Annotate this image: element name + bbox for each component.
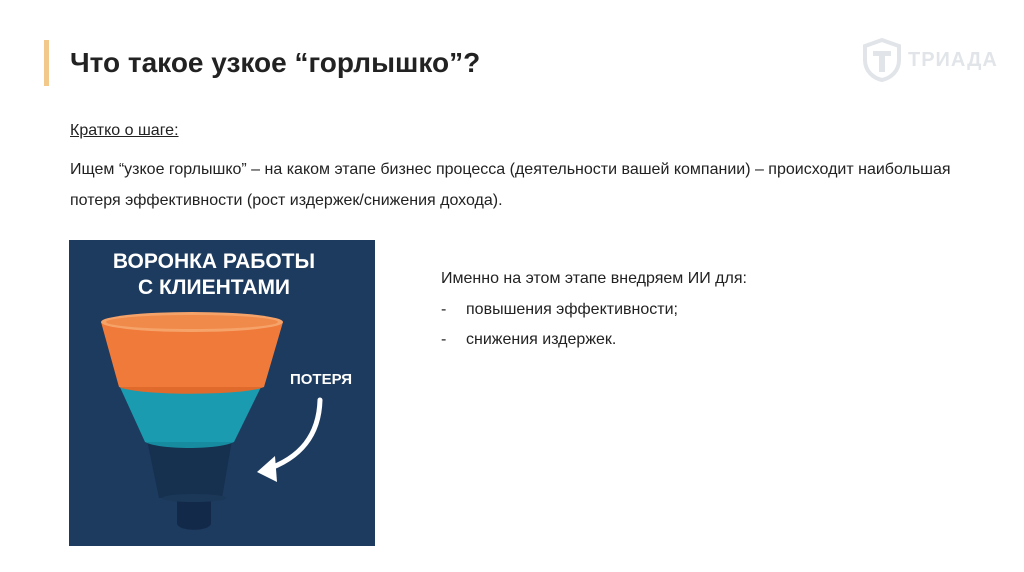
title-accent-bar	[44, 40, 49, 86]
ai-usage-block	[441, 270, 747, 361]
step-description: Ищем “узкое горлышко” – на каком этапе бизнес процесса (деятельности вашей компании) – происходит наибольшая потеря эффективности (рост издержек/снижения дохода).	[70, 161, 951, 209]
bullet-dash: -	[441, 301, 447, 318]
loss-arrow-icon	[257, 400, 320, 482]
funnel-middle-section	[119, 385, 262, 448]
funnel-heading-line1: ВОРОНКА РАБОТЫ	[112, 250, 316, 273]
logo-text: ТРИАДА	[908, 48, 998, 71]
funnel-heading-line2: С КЛИЕНТАМИ	[137, 276, 291, 299]
funnel-illustration	[69, 240, 375, 546]
funnel-top-section	[101, 312, 283, 394]
shield-icon	[862, 38, 902, 82]
loss-label: ПОТЕРЯ	[289, 371, 353, 388]
ai-usage-lead: Именно на этом этапе внедряем ИИ для:	[441, 270, 747, 287]
bullet-text: снижения издержек.	[466, 331, 617, 348]
list-item	[441, 301, 747, 319]
bullet-dash: -	[441, 331, 447, 348]
bullet-text: повышения эффективности;	[466, 301, 678, 318]
company-logo	[862, 38, 998, 82]
funnel-bottom-section	[147, 440, 232, 530]
list-item	[441, 331, 747, 349]
slide-title: Что такое узкое “горлышко”?	[70, 47, 481, 78]
step-summary-heading: Кратко о шаге:	[70, 122, 179, 139]
